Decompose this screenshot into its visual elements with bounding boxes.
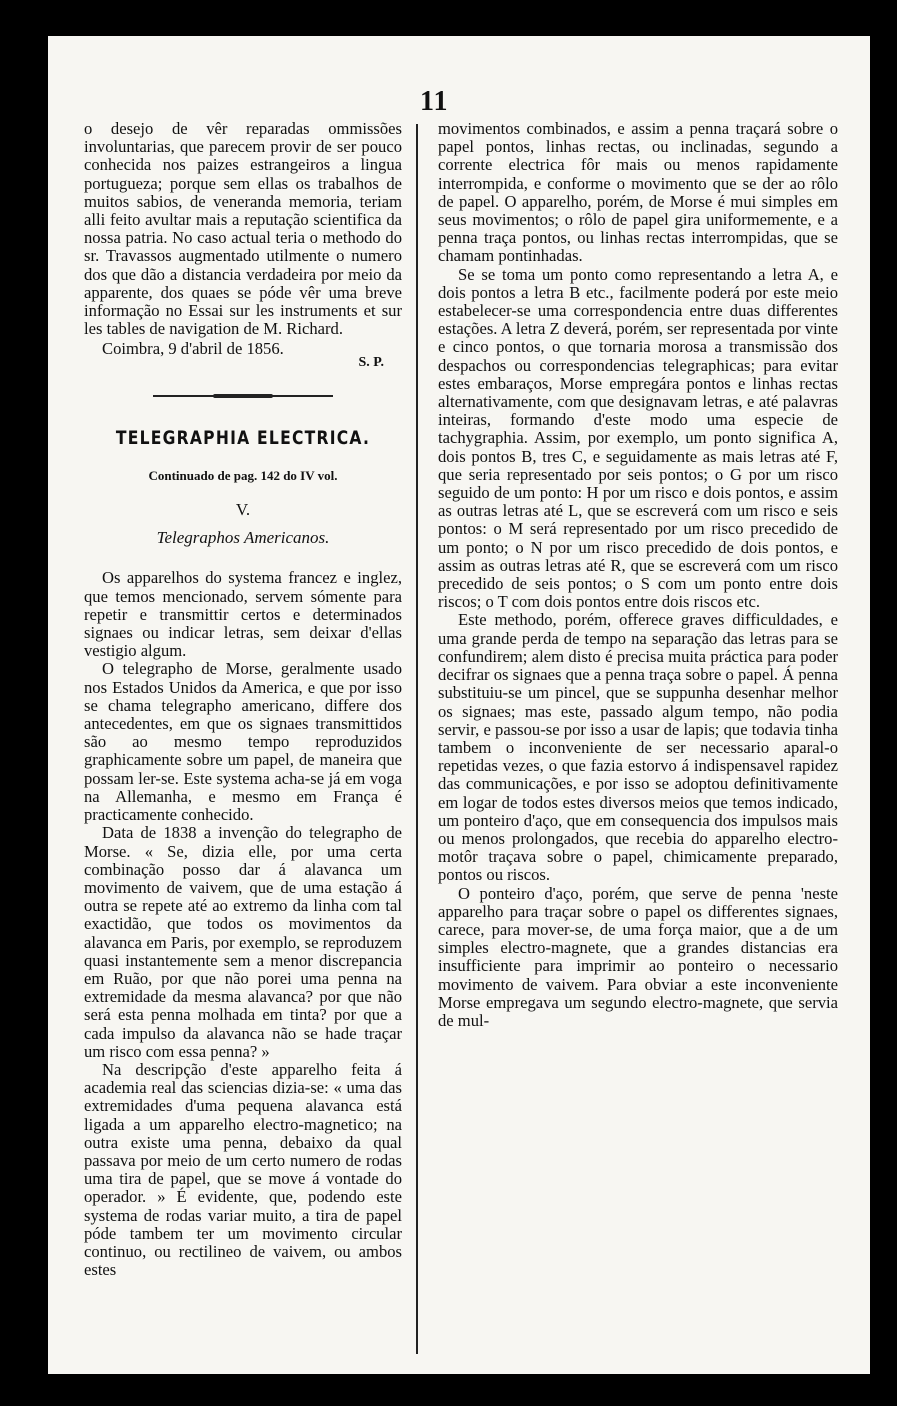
right-column	[438, 120, 838, 1030]
document-page	[48, 36, 870, 1374]
body-paragraph: Na descripção d'este apparelho feita á academia real das sciencias dizia-se: « uma das extremidades d'uma pequena alavanca está ligada a um apparelho electro-magnetico; na outra existe uma penna, debaixo da qual passava por meio de um certo numero de rodas uma tira de papel, que se move á vontade do operador. » É evidente, que, podendo este systema de rodas variar muito, a tira de papel póde tambem ter um movimento circular continuo, ou rectilineo de vaivem, ou ambos estes	[84, 1059, 402, 1280]
intro-paragraph: o desejo de vêr reparadas ommissões involuntarias, que parecem provir de ser pouco conhecida nos paizes estrangeiros a lingua portugueza; porque sem ellas os trabalhos de muitos sabios, de veneranda memoria, teriam alli feito avultar mais a reputação scientifica da nossa patria. No caso actual teria o methodo do sr. Travassos augmentado utilmente o numero dos que dão a distancia verdadeira por meio da apparente, dos quaes se póde vêr uma breve informação no Essai sur les instruments et sur les tables de navigation de M. Richard.	[84, 119, 402, 339]
signature-line	[84, 340, 402, 372]
section-separator	[153, 395, 333, 397]
signature-date: Coimbra, 9 d'abril de 1856.	[102, 339, 284, 359]
body-paragraph: movimentos combinados, e assim a penna traçará sobre o papel pontos, linhas rectas, ou inclinadas, segundo a corrente electrica fôr mais ou menos rapidamente interrompida, e conforme o movimento que se der ao rôlo de papel. O apparelho, porém, de Morse é mui simples em seus movimentos; o rôlo de papel gira uniformemente, e a penna traça pontos, ou linhas rectas interrompidas, que se chamam pontinhadas.	[438, 119, 838, 266]
chapter-number: V.	[235, 500, 251, 520]
page-number: 11	[420, 86, 449, 117]
chapter-subtitle: Telegraphos Americanos.	[156, 528, 330, 548]
left-column	[84, 120, 402, 1279]
section-title: TELEGRAPHIA ELECTRICA.	[115, 426, 371, 449]
continued-note: Continuado de pag. 142 do IV vol.	[148, 467, 338, 483]
body-paragraph: Este methodo, porém, offerece graves difficuldades, e uma grande perda de tempo na separação das letras para se confundirem; alem disto é precisa muita práctica para poder decifrar os signaes que a penna traça sobre o papel. Á penna substituiu-se um pincel, que se suppunha desenhar melhor os signaes; mas este, passado algum tempo, não podia servir, e passou-se por isso a usar de lapis; que todavia tinha tambem o inconveniente de ser necessario aparal-o repetidas vezes, o que fazia estorvo á indispensavel rapidez das communicações, e por isso se adoptou definitivamente em logar de todos estes diversos meios que temos indicado, um ponteiro d'aço, que em consequencia dos impulsos mais ou menos prolongados, que recebia do apparelho electro-motôr traçava sobre o papel, chimicamente preparado, pontos ou riscos.	[438, 610, 838, 885]
body-paragraph: Se se toma um ponto como representando a letra A, e dois pontos a letra B etc., facilmente poderá por este meio estabelecer-se uma correspondencia entre duas differentes estações. A letra Z deverá, porém, ser representada por vinte e cinco pontos, o que tornaria morosa a transmissão dos despachos ou correspondencias telegraphicas; para evitar estes embaraços, Morse empregára pontos e linhas rectas alternativamente, com que designavam letras, e até palavras inteiras, formando d'este modo uma especie de tachygraphia. Assim, por exemplo, um ponto significa A, dois pontos B, tres C, e seguidamente as mais letras até F, que seria representado por seis pontos; o G por um risco seguido de um ponto: H por um risco e dois pontos, e assim as outras letras até L, que se escreverá com um risco e seis pontos: o M será representado por um risco precedido de um ponto; o N por um risco precedido de dois pontos, e assim as outras letras até R, que se escreverá com um risco precedido de seis pontos; o S com um ponto entre dois riscos; o T com dois pontos entre dois riscos etc.	[438, 264, 838, 612]
body-paragraph: O ponteiro d'aço, porém, que serve de penna 'neste apparelho para traçar sobre o papel os differentes signaes, carece, para mover-se, de uma força maior, que a de um simples electro-magnete, que a grandes distancias era insufficiente para imprimir ao ponteiro o necessario movimento de vaivem. Para obviar a este inconveniente Morse empregava um segundo electro-magnete, que servia de mul-	[438, 883, 838, 1030]
body-paragraph: Os apparelhos do systema francez e inglez, que temos mencionado, servem sómente para repetir e transmittir certos e determinados signaes ou indicar letras, sem deixar d'ellas vestigio algum.	[84, 568, 402, 661]
column-divider	[416, 124, 418, 1354]
body-paragraph: O telegrapho de Morse, geralmente usado nos Estados Unidos da America, e que por isso se chama telegrapho americano, differe dos antecedentes, em que os signaes transmittidos são ao mesmo tempo reproduzidos graphicamente sobre um papel, de maneira que possam ler-se. Este systema acha-se já em voga na Allemanha, e mesmo em França é practicamente conhecido.	[84, 659, 402, 825]
signature-initials: S. P.	[358, 355, 384, 371]
body-paragraph: Data de 1838 a invenção do telegrapho de Morse. « Se, dizia elle, por uma certa combinação posso dar á alavanca um movimento de vaivem, que de uma estação á outra se repete até ao extremo da linha com tal exactidão, que todos os movimentos da alavanca em Paris, por exemplo, se reproduzem quasi instantemente sem a menor discrepancia em Ruão, por que não porei uma penna na extremidade da mesma alavanca? por que não será esta penna molhada em tinta? por que a cada impulso da alavanca não se hade traçar um risco com essa penna? »	[84, 823, 402, 1061]
